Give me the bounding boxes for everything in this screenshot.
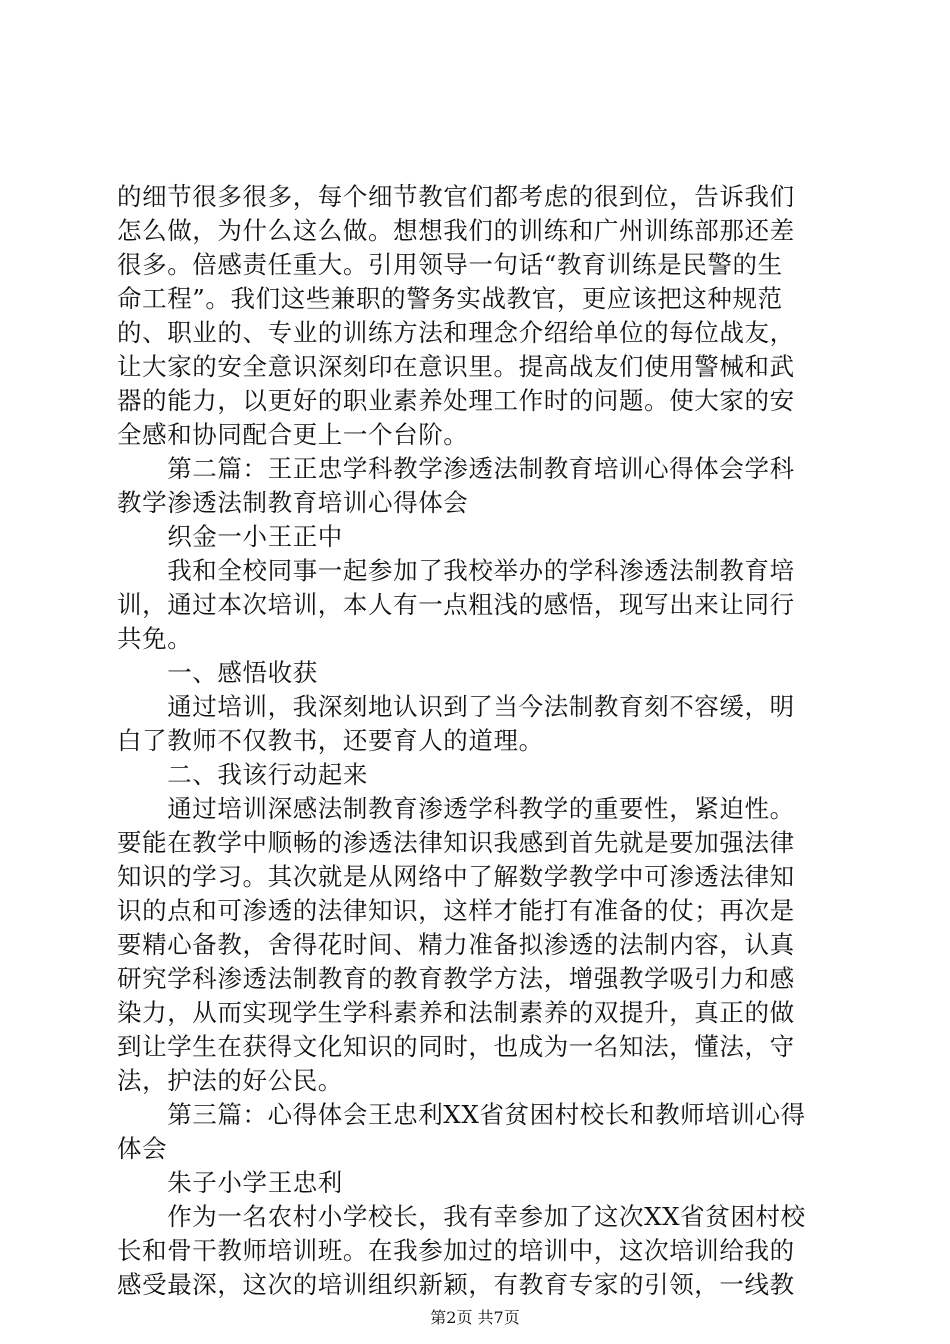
author-line: 织金一小王正中	[117, 522, 343, 551]
text-line: 感受最深，这次的培训组织新颖，有教育专家的引领，一线教	[117, 1270, 795, 1299]
text-line: 器的能力，以更好的职业素养处理工作时的问题。使大家的安	[117, 386, 795, 415]
text-line: 训，通过本次培训，本人有一点粗浅的感悟，现写出来让同行	[117, 590, 795, 619]
text-line: 研究学科渗透法制教育的教育教学方法，增强教学吸引力和感	[117, 964, 795, 993]
text-line: 让大家的安全意识深刻印在意识里。提高战友们使用警械和武	[117, 352, 795, 381]
text-line: 识的点和可渗透的法律知识，这样才能打有准备的仗；再次是	[117, 896, 795, 925]
text-line: 全感和协同配合更上一个台阶。	[117, 420, 469, 449]
section-heading: 第二篇：王正忠学科教学渗透法制教育培训心得体会学科	[117, 454, 795, 483]
text-line: 通过培训，我深刻地认识到了当今法制教育刻不容缓，明	[117, 692, 795, 721]
text-line: 要能在教学中顺畅的渗透法律知识我感到首先就是要加强法律	[117, 828, 795, 857]
section-heading: 教学渗透法制教育培训心得体会	[117, 488, 469, 517]
subheading: 一、感悟收获	[117, 658, 318, 687]
page-footer: 第2页 共7页	[430, 1308, 520, 1327]
text-line: 染力，从而实现学生学科素养和法制素养的双提升，真正的做	[117, 998, 795, 1027]
text-line: 到让学生在获得文化知识的同时，也成为一名知法，懂法，守	[117, 1032, 795, 1061]
text-line: 白了教师不仅教书，还要育人的道理。	[117, 726, 544, 755]
text-line: 法，护法的好公民。	[117, 1066, 343, 1095]
text-line: 通过培训深感法制教育渗透学科教学的重要性，紧迫性。	[117, 794, 795, 823]
text-line: 命工程”。我们这些兼职的警务实战教官，更应该把这种规范	[117, 284, 783, 313]
section-heading: 第三篇：心得体会王忠利XX省贫困村校长和教师培训心得	[117, 1100, 806, 1129]
subheading: 二、我该行动起来	[117, 760, 368, 789]
author-line: 朱子小学王忠利	[117, 1168, 343, 1197]
text-line: 的细节很多很多，每个细节教官们都考虑的很到位，告诉我们	[117, 182, 795, 211]
text-line: 共免。	[117, 624, 193, 653]
text-line: 知识的学习。其次就是从网络中了解数学教学中可渗透法律知	[117, 862, 795, 891]
text-line: 要精心备教，舍得花时间、精力准备拟渗透的法制内容，认真	[117, 930, 795, 959]
text-line: 怎么做，为什么这么做。想想我们的训练和广州训练部那还差	[117, 216, 795, 245]
text-line: 的、职业的、专业的训练方法和理念介绍给单位的每位战友，	[117, 318, 795, 347]
text-line: 我和全校同事一起参加了我校举办的学科渗透法制教育培	[117, 556, 795, 585]
text-line: 很多。倍感责任重大。引用领导一句话“教育训练是民警的生	[117, 250, 783, 279]
text-line: 作为一名农村小学校长，我有幸参加了这次XX省贫困村校	[117, 1202, 806, 1231]
section-heading: 体会	[117, 1134, 168, 1163]
text-line: 长和骨干教师培训班。在我参加过的培训中，这次培训给我的	[117, 1236, 795, 1265]
